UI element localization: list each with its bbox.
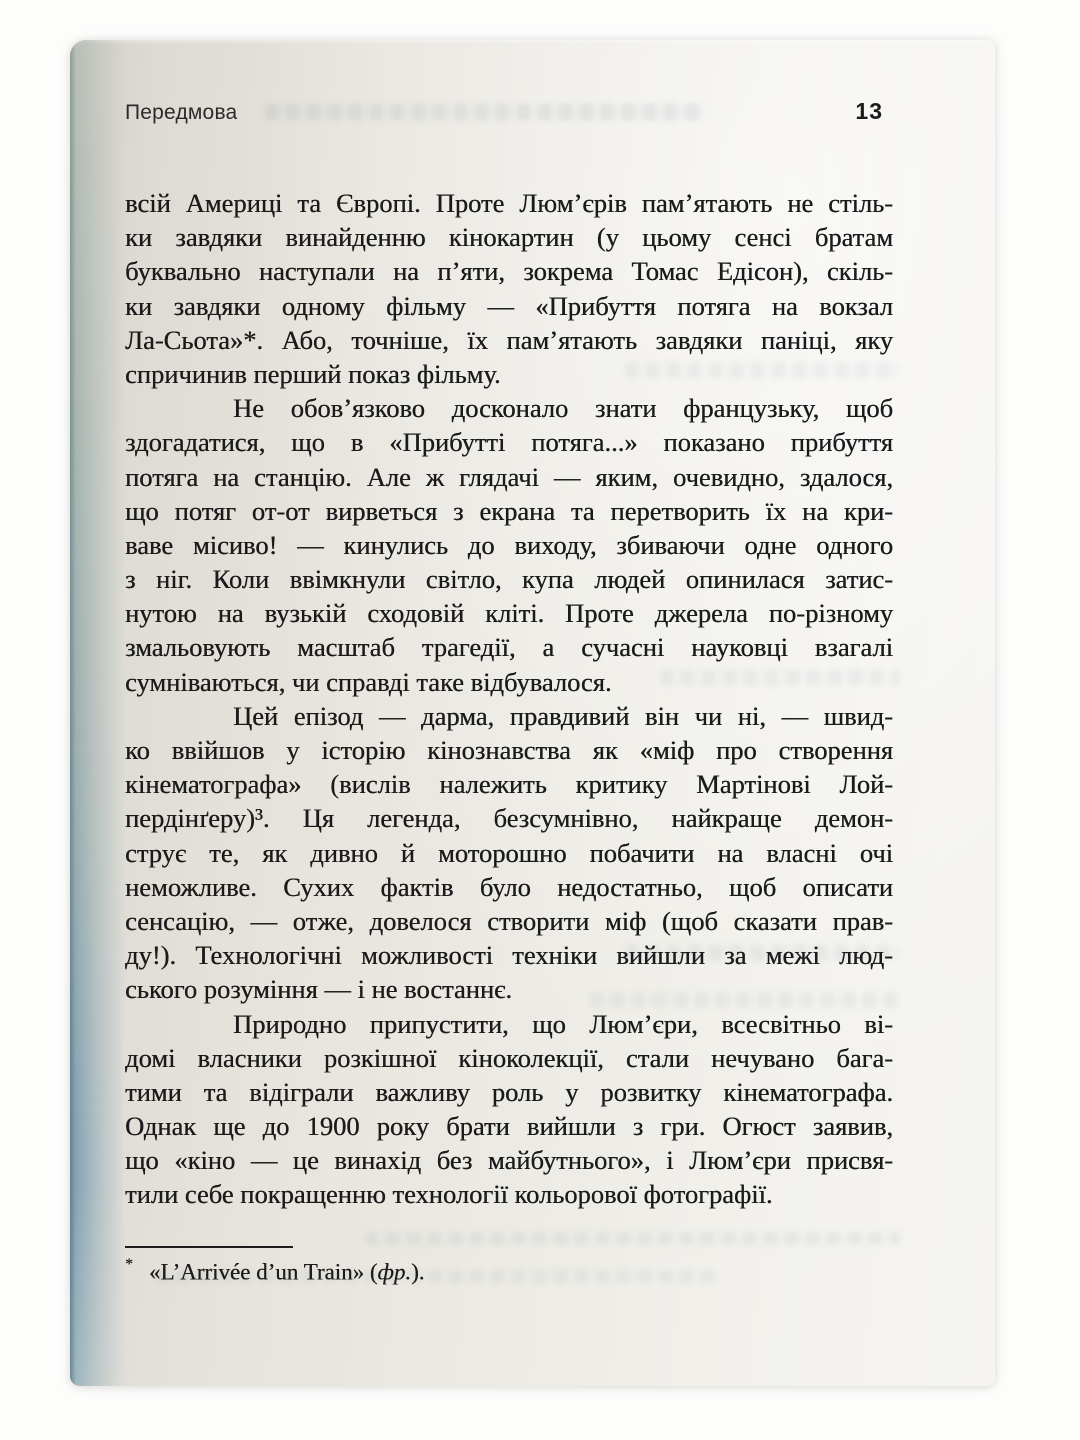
text-line: ського розуміння — і не востаннє. (125, 974, 513, 1005)
text-line: тими та відіграли важливу роль у розвитку кінематографа. (125, 1076, 893, 1107)
scan-gutter-shadow (70, 40, 76, 1386)
text-line: кінематографа» (вислів належить критику Мартінові Лой- (125, 769, 893, 800)
footnote-marker: * (125, 1256, 133, 1273)
text-line: всій Америці та Європі. Проте Люм’єрів пам’ятають не стіль- (125, 188, 893, 218)
running-title: Передмова (125, 101, 238, 124)
footnote-text: «L’Arrivée d’un Train» ( (149, 1259, 378, 1285)
text-line: неможливе. Сухих фактів було недостатньо, щоб описати (125, 871, 893, 902)
text-line: Ла-Сьота»*. Або, точніше, їх пам’ятають завдяки паніці, яку (125, 324, 893, 355)
scan-gutter-edge (70, 40, 128, 1386)
text-line: домі власники розкішної кіноколекції, стали нечувано бага- (125, 1042, 893, 1073)
text-line: змальовують масштаб трагедії, а сучасні науковці взагалі (125, 632, 893, 663)
text-line: ду!). Технологічні можливості техніки вийшли за межі люд- (125, 940, 893, 971)
text-line: потяга на станцію. Але ж глядачі — яким, очевидно, здалося, (125, 461, 893, 492)
text-line: ки завдяки одному фільму — «Прибуття потяга на вокзал (125, 290, 893, 321)
page-header (125, 98, 883, 125)
text-line: ки завдяки винайденню кінокартин (у цьому сенсі братам (125, 222, 893, 253)
text-line: нутою на вузькій сходовій кліті. Проте джерела по-різному (125, 598, 893, 629)
text-line: ко ввійшов у історію кінознавства як «міф про створення (125, 735, 893, 765)
page-number: 13 (855, 98, 883, 124)
text-line: буквально наступали на п’яти, зокрема Томас Едісон), скіль- (125, 256, 893, 287)
text-line: сумніваються, чи справді таке відбувалося. (125, 666, 612, 697)
show-through-artifact (365, 1232, 900, 1245)
footnote-text-close: ). (411, 1259, 425, 1285)
text-line: що потяг от-от вирветься з екрана та перетворить їх на кри- (125, 495, 893, 526)
text-line: Однак ще до 1900 року брати вийшли з гри. Огюст заявив, (125, 1111, 893, 1142)
text-line: з ніг. Коли ввімкнули світло, купа людей опинилася затис- (125, 564, 893, 595)
footnote (125, 1258, 425, 1286)
text-line: здогадатися, що в «Прибутті потяга...» показано прибуття (125, 427, 893, 458)
text-line: Цей епізод — дарма, правдивий він чи ні, — швид- (233, 700, 893, 731)
text-line: пердінґеру)³. Ця легенда, безсумнівно, найкраще демон- (125, 803, 893, 834)
body-text (125, 186, 893, 1212)
text-line: Природно припустити, що Люм’єри, всесвітньо ві- (233, 1008, 893, 1039)
text-line: сенсацію, — отже, довелося створити міф (щоб сказати прав- (125, 905, 893, 936)
text-line: Не обов’язково досконало знати французьку, щоб (233, 393, 893, 424)
text-line: струє те, як дивно й моторошно побачити на власні очі (125, 837, 893, 868)
book-page (70, 40, 995, 1386)
text-line: тили себе покращенню технології кольорової фотографії. (125, 1179, 773, 1210)
text-line: спричинив перший показ фільму. (125, 358, 501, 389)
text-line: що «кіно — це винахід без майбутнього», і Люм’єри присвя- (125, 1145, 893, 1176)
footnote-language-label: фр. (377, 1259, 412, 1285)
text-line: ваве місиво! — кинулись до виходу, збиваючи одне одного (125, 529, 893, 560)
footnote-divider (125, 1246, 293, 1248)
